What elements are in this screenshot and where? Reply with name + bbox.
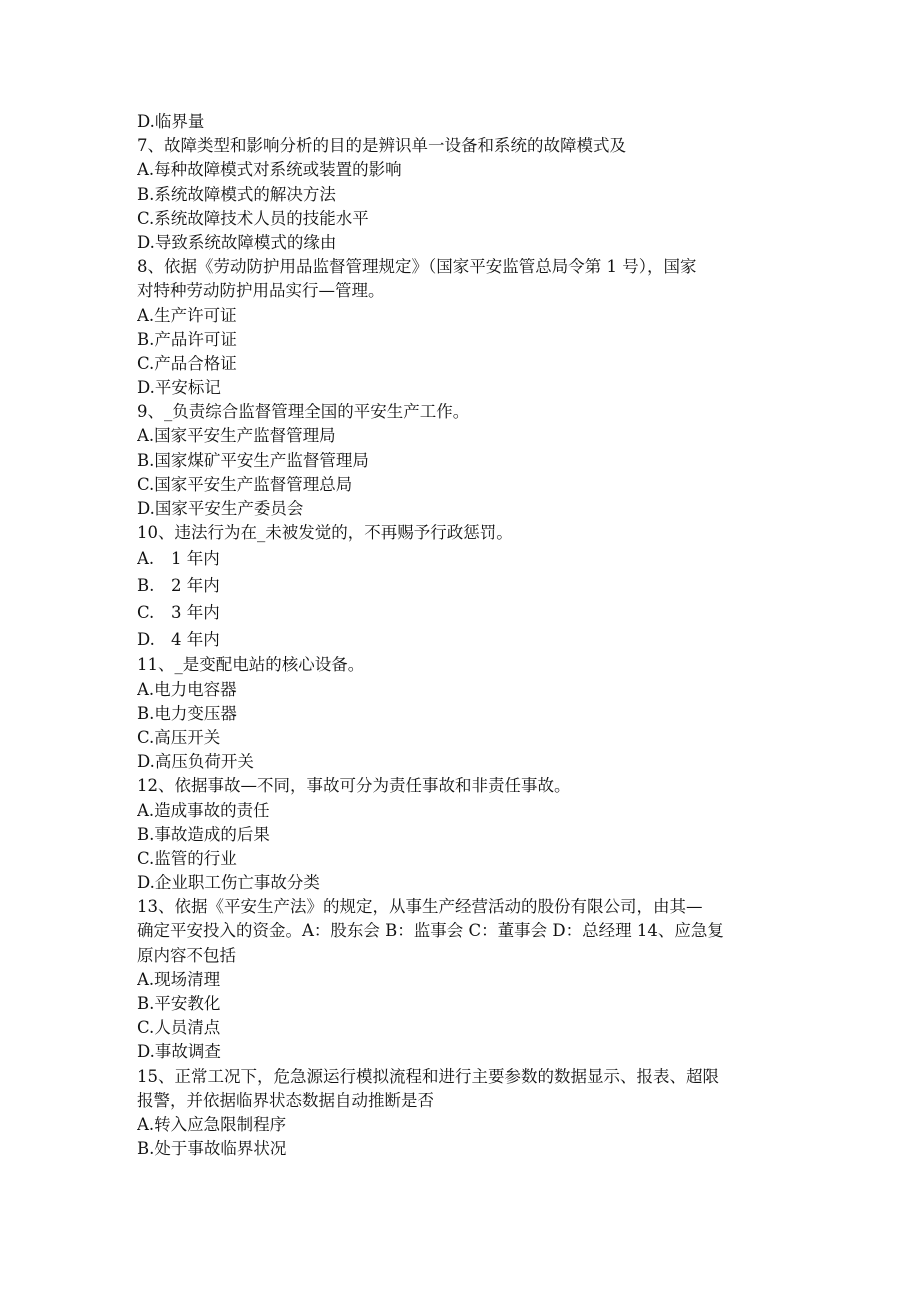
question-13-cont: 确定平安投入的资金。A：股东会 B：监事会 C：董事会 D：总经理 14、应急复: [137, 921, 724, 941]
option-line: D.平安标记: [137, 378, 221, 398]
question-7: 7、故障类型和影响分析的目的是辨识单一设备和系统的故障模式及: [137, 136, 626, 156]
option-text: 3 年内: [171, 603, 220, 623]
option-line-q10: [137, 626, 787, 653]
question-8-cont: 对特种劳动防护用品实行—管理。: [137, 281, 385, 301]
document-body: [137, 110, 787, 1161]
option-text: 2 年内: [171, 576, 220, 596]
question-14-cont: 原内容不包括: [137, 945, 236, 965]
option-line: B.产品许可证: [137, 329, 237, 349]
question-10: 10、违法行为在_未被发觉的，不再赐予行政惩罚。: [137, 523, 513, 543]
option-line: D.国家平安生产委员会: [137, 499, 304, 518]
option-text: 1 年内: [171, 549, 220, 569]
option-line-q10: [137, 572, 787, 599]
question-12: 12、依据事故—不同，事故可分为责任事故和非责任事故。: [137, 776, 571, 796]
option-line: A.现场清理: [137, 969, 221, 989]
option-letter: A.: [137, 549, 155, 569]
question-11: 11、_是变配电站的核心设备。: [137, 655, 365, 675]
option-line: B.国家煤矿平安生产监督管理局: [137, 450, 369, 470]
option-line: C.人员清点: [137, 1018, 221, 1038]
option-line: B.系统故障模式的解决方法: [137, 184, 336, 204]
question-8: 8、依据《劳动防护用品监督管理规定》（国家平安监管总局令第 1 号），国家: [137, 257, 697, 277]
option-line: A.造成事故的责任: [137, 800, 270, 820]
option-line: D.企业职工伤亡事故分类: [137, 873, 320, 893]
option-line: B.事故造成的后果: [137, 824, 270, 844]
option-letter: C.: [137, 603, 155, 623]
option-line: A.生产许可证: [137, 305, 237, 325]
question-13: 13、依据《平安生产法》的规定，从事生产经营活动的股份有限公司，由其—: [137, 897, 703, 917]
option-line: B.处于事故临界状况: [137, 1139, 287, 1159]
question-15: 15、正常工况下，危急源运行模拟流程和进行主要参数的数据显示、报表、超限: [137, 1066, 719, 1086]
option-line-q10: [137, 599, 787, 626]
option-line: A.每种故障模式对系统或装置的影响: [137, 160, 402, 180]
option-line: D.导致系统故障模式的缘由: [137, 232, 337, 252]
option-letter: D.: [137, 630, 155, 650]
option-line: C.监管的行业: [137, 848, 237, 868]
option-text: 4 年内: [171, 630, 220, 650]
question-9: 9、_负责综合监督管理全国的平安生产工作。: [137, 402, 470, 422]
option-line: B.平安教化: [137, 994, 221, 1013]
option-line: B.电力变压器: [137, 703, 237, 723]
option-line: C.国家平安生产监督管理总局: [137, 474, 353, 494]
option-line: A.国家平安生产监督管理局: [137, 426, 336, 446]
question-15-cont: 报警，并依据临界状态数据自动推断是否: [137, 1090, 434, 1110]
option-line-q10: [137, 545, 787, 572]
option-letter: B.: [137, 576, 155, 596]
option-line: A.电力电容器: [137, 679, 237, 699]
option-line: A.转入应急限制程序: [137, 1114, 287, 1134]
option-line: D.事故调查: [137, 1042, 221, 1062]
option-line: C.高压开关: [137, 727, 221, 747]
option-line: C.系统故障技术人员的技能水平: [137, 208, 369, 228]
option-line: D.高压负荷开关: [137, 752, 254, 772]
text-line: D.临界量: [137, 112, 205, 131]
option-line: C.产品合格证: [137, 353, 237, 373]
